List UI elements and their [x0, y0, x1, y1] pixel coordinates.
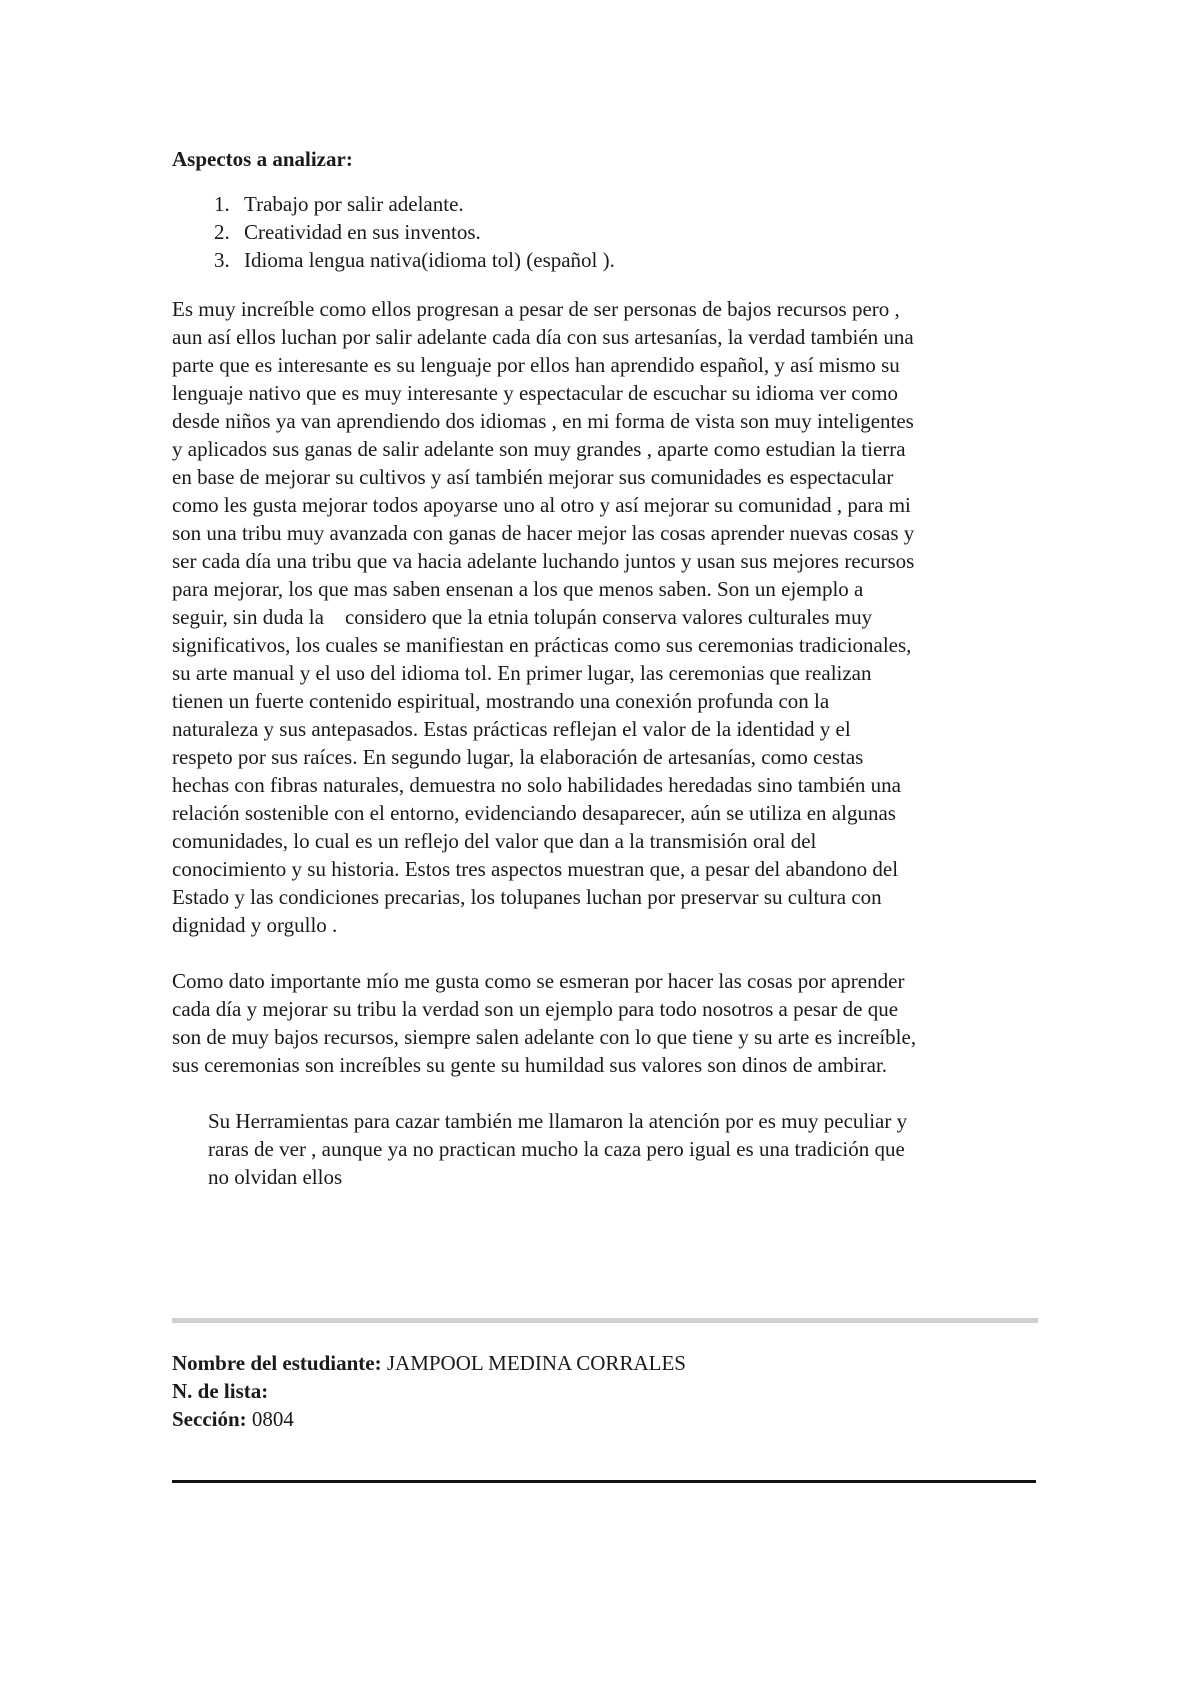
paragraph-line: ser cada día una tribu que va hacia adelante luchando juntos y usan sus mejores recursos	[172, 549, 915, 573]
student-name-label: Nombre del estudiante:	[172, 1351, 382, 1375]
paragraph-line: Su Herramientas para cazar también me llamaron la atención por es muy peculiar y	[208, 1109, 908, 1133]
paragraph-line: cada día y mejorar su tribu la verdad son un ejemplo para todo nosotros a pesar de que	[172, 997, 899, 1021]
paragraph-spacer	[172, 1079, 1042, 1107]
aspect-number: 1.	[214, 192, 230, 216]
paragraph-line: desde niños ya van aprendiendo dos idiomas , en mi forma de vista son muy inteligentes	[172, 409, 914, 433]
paragraph-main	[172, 295, 1042, 939]
aspect-item	[172, 218, 1042, 246]
paragraph-line: no olvidan ellos	[208, 1165, 343, 1189]
aspect-number: 3.	[214, 248, 230, 272]
paragraph-line: respeto por sus raíces. En segundo lugar, la elaboración de artesanías, como cestas	[172, 745, 864, 769]
paragraph-line: significativos, los cuales se manifiestan en prácticas como sus ceremonias tradicionales,	[172, 633, 912, 657]
section-label: Sección:	[172, 1407, 247, 1431]
paragraph-spacer	[172, 939, 1042, 967]
paragraph-line: hechas con fibras naturales, demuestra no solo habilidades heredadas sino también una	[172, 773, 901, 797]
paragraph-line: conocimiento y su historia. Estos tres aspectos muestran que, a pesar del abandono del	[172, 857, 899, 881]
paragraph-line: parte que es interesante es su lenguaje por ellos han aprendido español, y así mismo su	[172, 353, 900, 377]
paragraph-line: en base de mejorar su cultivos y así también mejorar sus comunidades es espectacular	[172, 465, 894, 489]
section-row	[172, 1405, 686, 1433]
paragraph-tools	[172, 1107, 1042, 1191]
paragraph-opinion	[172, 967, 1042, 1079]
paragraph-line: seguir, sin duda la considero que la etnia tolupán conserva valores culturales muy	[172, 605, 873, 629]
paragraph-line: aun así ellos luchan por salir adelante cada día con sus artesanías, la verdad también una	[172, 325, 914, 349]
paragraph-line: y aplicados sus ganas de salir adelante son muy grandes , aparte como estudian la tierra	[172, 437, 906, 461]
paragraph-line: su arte manual y el uso del idioma tol. En primer lugar, las ceremonias que realizan	[172, 661, 872, 685]
paragraph-line: comunidades, lo cual es un reflejo del valor que dan a la transmisión oral del	[172, 829, 817, 853]
bottom-rule	[172, 1480, 1036, 1483]
paragraph-line: para mejorar, los que mas saben ensenan a los que menos saben. Son un ejemplo a	[172, 577, 864, 601]
paragraph-line: dignidad y orgullo .	[172, 913, 338, 937]
student-info	[172, 1349, 686, 1433]
aspects-list	[172, 190, 1042, 274]
paragraph-line: relación sostenible con el entorno, evidenciando desaparecer, aún se utiliza en algunas	[172, 801, 896, 825]
aspect-item	[172, 246, 1042, 274]
student-name-row	[172, 1349, 686, 1377]
aspect-item	[172, 190, 1042, 218]
paragraph-line: como les gusta mejorar todos apoyarse uno al otro y así mejorar su comunidad , para mi	[172, 493, 911, 517]
paragraph-line: Como dato importante mío me gusta como se esmeran por hacer las cosas por aprender	[172, 969, 905, 993]
paragraph-line: son una tribu muy avanzada con ganas de hacer mejor las cosas aprender nuevas cosas y	[172, 521, 915, 545]
aspect-number: 2.	[214, 220, 230, 244]
section-value: 0804	[246, 1407, 294, 1431]
list-number-row	[172, 1377, 686, 1405]
aspect-text: Creatividad en sus inventos.	[244, 220, 481, 244]
document-body	[172, 145, 1042, 1191]
list-number-label: N. de lista:	[172, 1379, 269, 1403]
paragraph-line: raras de ver , aunque ya no practican mucho la caza pero igual es una tradición que	[208, 1137, 905, 1161]
aspect-text: Idioma lengua nativa(idioma tol) (español ).	[244, 248, 615, 272]
separator-rule	[172, 1318, 1038, 1323]
paragraph-line: son de muy bajos recursos, siempre salen adelante con lo que tiene y su arte es increíble,	[172, 1025, 917, 1049]
paragraph-line: lenguaje nativo que es muy interesante y espectacular de escuchar su idioma ver como	[172, 381, 898, 405]
section-heading: Aspectos a analizar:	[172, 147, 353, 171]
paragraph-line: sus ceremonias son increíbles su gente su humildad sus valores son dinos de ambirar.	[172, 1053, 888, 1077]
student-name-value: JAMPOOL MEDINA CORRALES	[381, 1351, 686, 1375]
paragraph-line: Estado y las condiciones precarias, los tolupanes luchan por preservar su cultura con	[172, 885, 882, 909]
paragraph-line: Es muy increíble como ellos progresan a pesar de ser personas de bajos recursos pero ,	[172, 297, 900, 321]
paragraph-line: tienen un fuerte contenido espiritual, mostrando una conexión profunda con la	[172, 689, 830, 713]
aspect-text: Trabajo por salir adelante.	[244, 192, 464, 216]
paragraph-line: naturaleza y sus antepasados. Estas prácticas reflejan el valor de la identidad y el	[172, 717, 851, 741]
